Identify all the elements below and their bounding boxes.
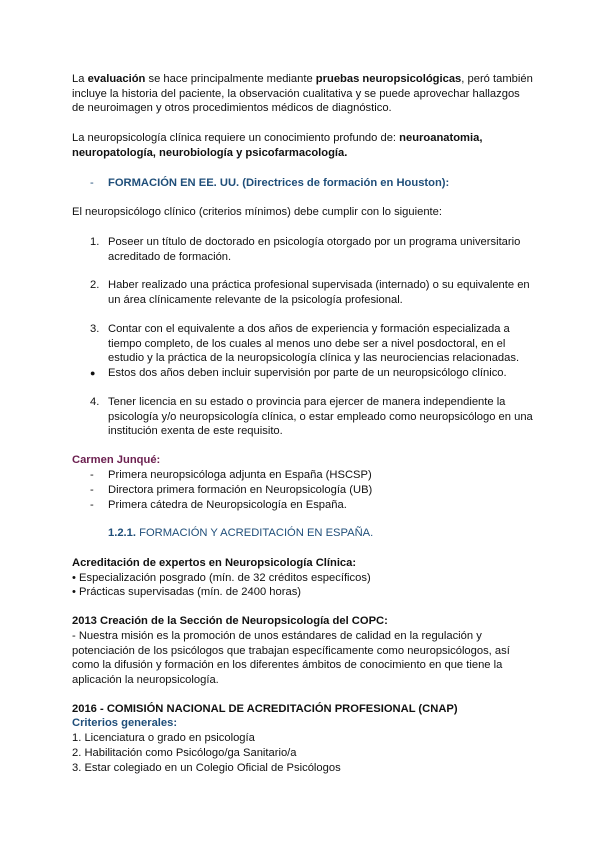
subheading-text: Criterios generales: <box>72 717 178 729</box>
bold-term: evaluación <box>87 73 146 85</box>
list-item: Poseer un título de doctorado en psicología otorgado por un programa universitario acreditado de formación. <box>108 236 521 263</box>
intro-paragraph <box>72 72 534 116</box>
cnap-line: 2. Habilitación como Psicólogo/ga Sanitario/a <box>72 747 297 759</box>
list-number: 2. <box>90 279 100 291</box>
cnap-line: 1. Licenciatura o grado en psicología <box>72 732 255 744</box>
list-item: Primera neuropsicóloga adjunta en España (HSCSP) <box>108 469 372 481</box>
person-name: Carmen Junqué: <box>72 454 161 466</box>
heading-text: FORMACIÓN EN EE. UU. (Directrices de formación en Houston): <box>108 177 450 189</box>
accreditation-heading <box>72 556 534 571</box>
copc-text: - Nuestra misión es la promoción de unos estándares de calidad en la regulación y potenciación de los psicólogos que trabajan específicamente como neuropsicólogos, así como la difusión y formación en los diferentes ámbitos de conocimiento en que tiene la aplicación la neuropsicología. <box>72 630 510 686</box>
list-number: 1. <box>90 236 100 248</box>
list-item: Tener licencia en su estado o provincia para ejercer de manera independiente la psicología y/o neuropsicología clínica, o estar empleado como neuropsicólogo en una institución exenta de este requisito. <box>108 396 533 438</box>
intro-text: La neuropsicología clínica requiere un conocimiento profundo de: <box>72 132 400 144</box>
section-heading-spain <box>108 526 536 541</box>
heading-text: 2013 Creación de la Sección de Neuropsicología del COPC: <box>72 615 388 627</box>
heading-dash: - <box>90 177 94 189</box>
intro-text: , peró también incluye la historia del paciente, la observación cualitativa y se puede aprovechar hallazgos de neuroimagen y otros procedimientos médicos de diagnóstico. <box>72 73 533 115</box>
list-item: Directora primera formación en Neuropsicología (UB) <box>108 484 373 496</box>
list-item: Primera cátedra de Neuropsicología en España. <box>108 499 347 511</box>
intro-text: se hace principalmente mediante <box>145 73 316 85</box>
requirements-intro: El neuropsicólogo clínico (criterios mínimos) debe cumplir con lo siguiente: <box>72 206 442 218</box>
copc-heading <box>72 614 534 629</box>
bold-term: neuroanatomia, neuropatología, neurobiología y psicofarmacología. <box>72 132 483 159</box>
intro-text: La <box>72 73 88 85</box>
list-item: Estos dos años deben incluir supervisión por parte de un neuropsicólogo clínico. <box>108 367 507 379</box>
dash-marker: - <box>90 484 94 496</box>
list-item: Haber realizado una práctica profesional supervisada (internado) o su equivalente en un área clínicamente relevante de la psicología profesional. <box>108 279 530 306</box>
list-number: 3. <box>90 323 100 335</box>
section-title: FORMACIÓN Y ACREDITACIÓN EN ESPAÑA. <box>136 527 374 539</box>
accreditation-line: • Especialización posgrado (mín. de 32 créditos específicos) <box>72 572 371 584</box>
cnap-subheading <box>72 716 534 731</box>
dash-marker: - <box>90 469 94 481</box>
accreditation-line: • Prácticas supervisadas (mín. de 2400 horas) <box>72 586 302 598</box>
list-number: 4. <box>90 396 100 408</box>
cnap-heading <box>72 702 534 717</box>
cnap-line: 3. Estar colegiado en un Colegio Oficial de Psicólogos <box>72 762 341 774</box>
bold-term: pruebas neuropsicológicas <box>315 73 462 85</box>
intro-paragraph-2 <box>72 131 534 160</box>
heading-text: 2016 - COMISIÓN NACIONAL DE ACREDITACIÓN PROFESIONAL (CNAP) <box>72 703 458 715</box>
dash-marker: - <box>90 499 94 511</box>
section-number: 1.2.1. <box>108 527 136 539</box>
bullet-icon: ● <box>90 368 96 378</box>
heading-text: Acreditación de expertos en Neuropsicología Clínica: <box>72 557 357 569</box>
person-heading <box>72 453 534 468</box>
list-item: Contar con el equivalente a dos años de experiencia y formación especializada a tiempo completo, de los cuales al menos uno debe ser a nivel posdoctoral, en el estudio y la práctica de la neuropsicología clínica y las neurociencias relacionadas. <box>108 323 520 365</box>
section-heading-usa <box>108 176 536 191</box>
